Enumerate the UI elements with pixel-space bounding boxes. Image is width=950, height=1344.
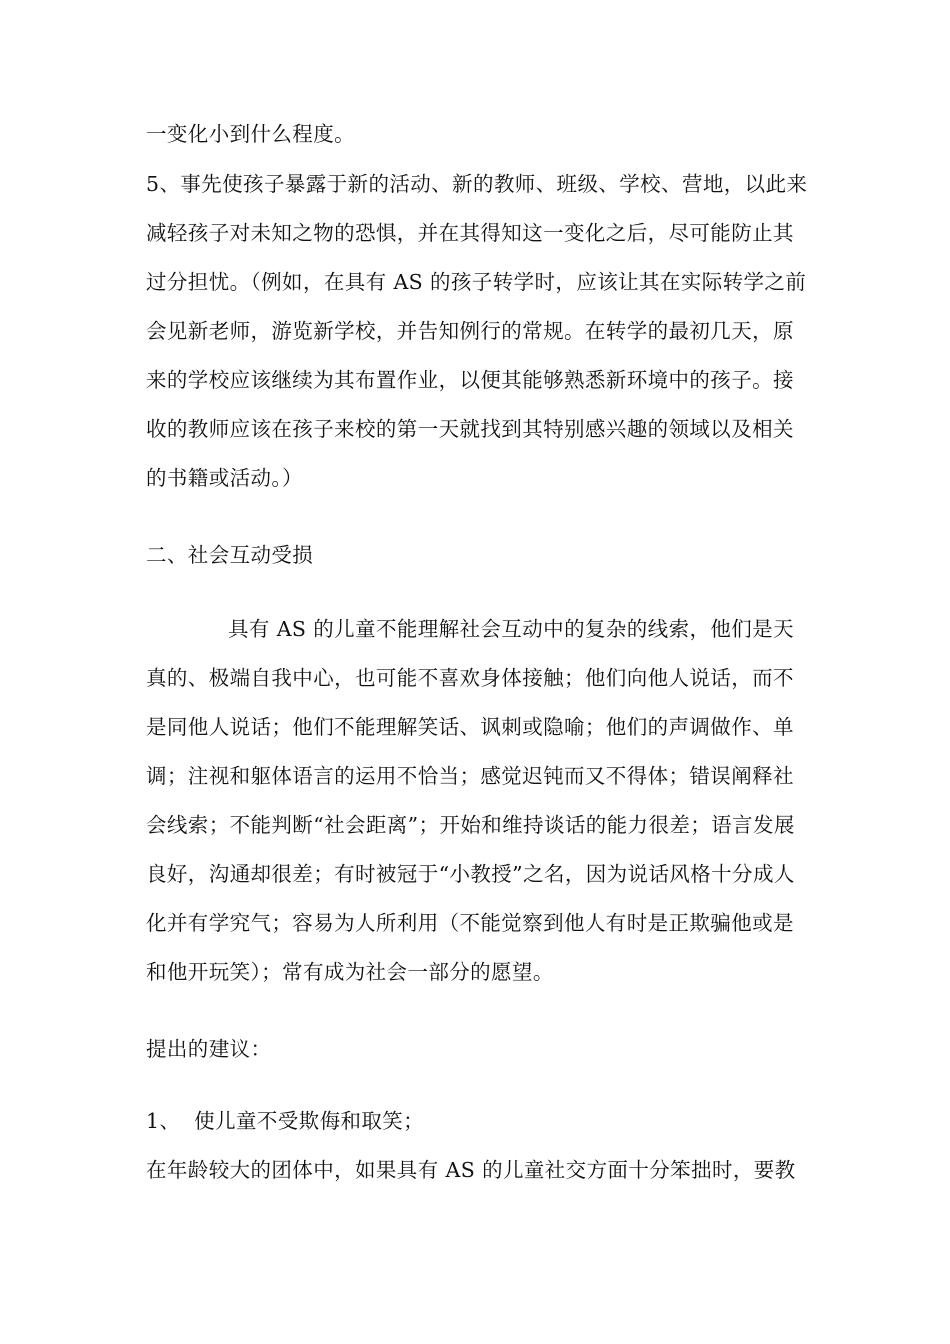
item-5-paragraph: 5、事先使孩子暴露于新的活动、新的教师、班级、学校、营地，以此来减轻孩子对未知之物的恐惧，并在其得知这一变化之后，尽可能防止其过分担忧。（例如，在具有 AS 的孩子转学时，应该让其在实际转学之前会见新老师，游览新学校，并告知例行的常规。在转学的最初几天，原来的学校应该继续为其布置作业，以便其能够熟悉新环境中的孩子。接收的教师应该在孩子来校的第一天就找到其特别感兴趣的领域以及相关的书籍或活动。） <box>146 172 808 490</box>
section-heading: 二、社会互动受损 <box>146 543 314 567</box>
suggestion-1-text: 在年龄较大的团体中，如果具有 AS 的儿童社交方面十分笨拙时，要教 <box>146 1158 796 1182</box>
continuation-line: 一变化小到什么程度。 <box>146 122 355 146</box>
suggestion-1-title: 1、 使儿童不受欺侮和取笑； <box>146 1109 425 1133</box>
section-paragraph: 具有 AS 的儿童不能理解社会互动中的复杂的线索，他们是天真的、极端自我中心，也可能不喜欢身体接触；他们向他人说话，而不是同他人说话；他们不能理解笑话、讽刺或隐喻；他们的声调做作、单调；注视和躯体语言的运用不恰当；感觉迟钝而又不得体；错误阐释社会线索；不能判断“社会距离”；开始和维持谈话的能力很差；语言发展良好，沟通却很差；有时被冠于“小教授”之名，因为说话风格十分成人化并有学究气；容易为人所利用（不能觉察到他人有时是正欺骗他或是和他开玩笑）；常有成为社会一部分的愿望。 <box>146 617 795 984</box>
suggestions-heading: 提出的建议： <box>146 1037 272 1061</box>
